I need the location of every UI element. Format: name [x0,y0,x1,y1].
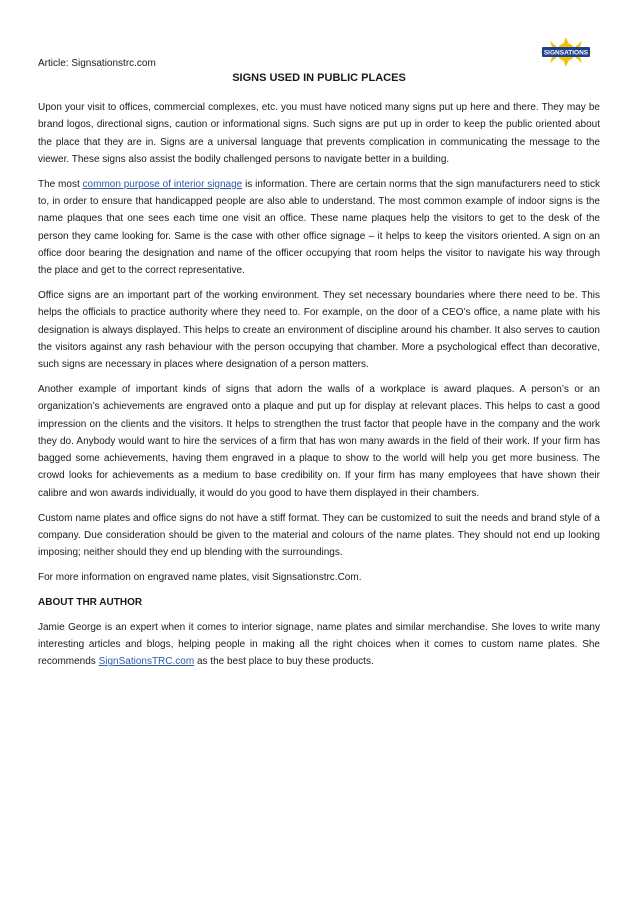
article-source: Article: Signsationstrc.com [38,58,156,69]
article-body [38,99,600,678]
text-segment: as the best place to buy these products. [194,656,374,668]
paragraph-award-plaques: Another example of important kinds of signs that adorn the walls of a workplace is award plaques. A person’s or an organization’s achievements are engraved onto a plaque and put up for display at relevant places. This helps to cast a good impression on the clients and the visitors. It helps to strengthen the trust factor that people have in the company and the work they do. Anybody would want to hire the services of a firm that has won many awards in the field of their work. If your firm has bagged some achievements, having them engraved in a plaque to show to the world will help you get more business. The crowd looks for achievements as a medium to base credibility on. If your firm has many employees that have shown their calibre and won awards individually, it would do you good to have them displayed in their chambers. [38,383,600,499]
page-title: SIGNS USED IN PUBLIC PLACES [232,72,406,84]
paragraph-author [38,619,600,671]
text-segment: The most [38,178,83,190]
paragraph-purpose [38,176,600,280]
paragraph-intro: Upon your visit to offices, commercial complexes, etc. you must have noticed many signs put up here and there. They may be brand logos, directional signs, caution or informational signs. Such signs are put up in order to keep the public oriented about the place that they are in. Signs are a universal language that prevents complication in communicating the message to the viewer. These signs also assist the bodily challenged persons to navigate better in a building. [38,102,600,165]
text-segment: is information. There are certain norms that the sign manufacturers need to stick to, in order to ensure that handicapped people are also able to understand. The most common example of indoor signs is the name plaques that one sees each time one visit an office. These name plaques help the visitors to get to the desk of the person they came looking for. Same is the case with other office signage – it helps to keep the visitors oriented. A sign on an office door bearing the designation and name of the officer occupying that room helps the visitor to navigate his way through the place and get to the correct representative. [38,178,600,277]
logo-text: SIGNSATIONS [543,49,589,57]
paragraph-custom-plates: Custom name plates and office signs do not have a stiff format. They can be customized to suit the needs and brand style of a company. Due consideration should be given to the material and colours of the name plates. They should not end up looking imposing; neither should they end up blending with the surroundings. [38,512,600,559]
author-heading: ABOUT THR AUTHOR [38,596,143,608]
signsations-link[interactable]: SignSationsTRC.com [98,656,195,668]
paragraph-office-signs: Office signs are an important part of the working environment. They set necessary boundaries where there need to be. This helps the officials to practice authority where they need to. For example, on the door of a CEO’s office, a name plate with his designation is always displayed. This helps to create an environment of discipline around his chamber. It also serves to caution the visitors against any rash behaviour with the person occupying that chamber. More a psychological effect than decorative, such signs are necessary in places where designation of a person matters. [38,289,600,371]
interior-signage-link[interactable]: common purpose of interior signage [82,178,243,190]
paragraph-more-info: For more information on engraved name plates, visit Signsationstrc.Com. [38,571,362,583]
text-segment: Jamie George is an expert when it comes to interior signage, name plates and similar merchandise. She loves to write many interesting articles and blogs, helping people in making all the right choices when it comes to custom name plates. She recommends [38,621,600,668]
signsations-logo [536,37,596,67]
